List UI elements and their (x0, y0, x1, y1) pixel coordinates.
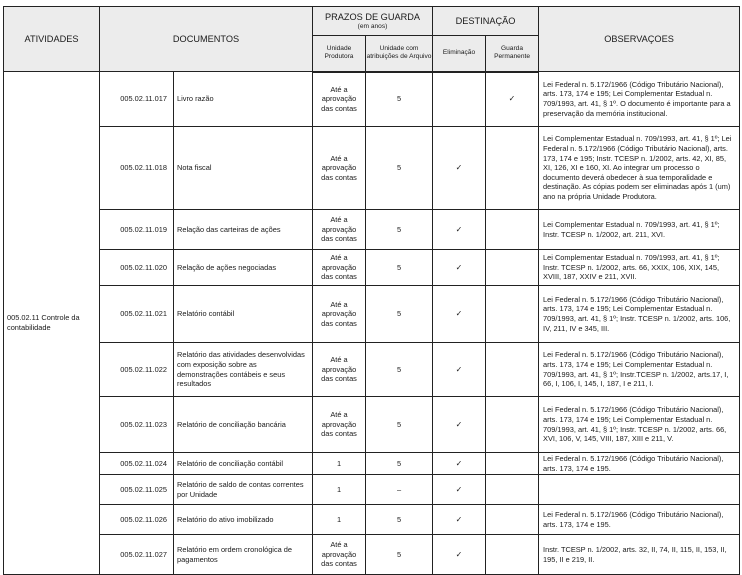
observacoes-cell: Lei Complementar Estadual n. 709/1993, art. 41, § 1º; Instr. TCESP n. 1/2002, art. 211, XVI. (539, 210, 740, 250)
prazo-unidade-arquivo: 5 (366, 210, 433, 250)
eliminacao-mark: ✓ (433, 127, 486, 210)
prazo-unidade-produtora: 1 (313, 453, 366, 475)
prazo-unidade-produtora: Até a aprovação das contas (313, 535, 366, 575)
prazo-unidade-produtora: Até a aprovação das contas (313, 127, 366, 210)
observacoes-cell (539, 475, 740, 505)
guarda-permanente-mark: ✓ (486, 72, 539, 127)
document-code: 005.02.11.021 (100, 286, 174, 343)
prazo-unidade-arquivo: 5 (366, 505, 433, 535)
document-name: Relatório de conciliação contábil (174, 453, 313, 475)
prazo-unidade-arquivo: – (366, 475, 433, 505)
prazo-unidade-arquivo: 5 (366, 127, 433, 210)
document-code: 005.02.11.018 (100, 127, 174, 210)
document-name: Relatório contábil (174, 286, 313, 343)
prazo-unidade-arquivo: 5 (366, 397, 433, 453)
prazo-unidade-produtora: Até a aprovação das contas (313, 210, 366, 250)
header-documentos: DOCUMENTOS (100, 7, 313, 72)
prazo-unidade-produtora: Até a aprovação das contas (313, 250, 366, 286)
observacoes-cell: Lei Federal n. 5.172/1966 (Código Tributário Nacional), arts. 173, 174 e 195; Lei Complementar Estadual n. 709/1993, art. 41, § 1º; Instr. TCESP n. 1/2002, arts. 106, IV, 211, IV e 345, III. (539, 286, 740, 343)
eliminacao-mark: ✓ (433, 397, 486, 453)
document-name: Relatório das atividades desenvolvidas com exposição sobre as demonstrações contábeis e seus resultados (174, 343, 313, 397)
observacoes-cell: Instr. TCESP n. 1/2002, arts. 32, II, 74, II, 115, II, 153, II, 195, II e 219, II. (539, 535, 740, 575)
guarda-permanente-mark (486, 127, 539, 210)
document-code: 005.02.11.027 (100, 535, 174, 575)
prazo-unidade-produtora: 1 (313, 475, 366, 505)
prazo-unidade-arquivo: 5 (366, 72, 433, 127)
document-code: 005.02.11.023 (100, 397, 174, 453)
header-atividades: ATIVIDADES (4, 7, 100, 72)
table-row (4, 127, 740, 210)
guarda-permanente-mark (486, 210, 539, 250)
prazo-unidade-produtora: Até a aprovação das contas (313, 72, 366, 127)
document-name: Relatório de saldo de contas correntes por Unidade (174, 475, 313, 505)
observacoes-cell: Lei Federal n. 5.172/1966 (Código Tributário Nacional), arts. 173, 174 e 195. (539, 453, 740, 475)
table-row (4, 343, 740, 397)
table-row (4, 505, 740, 535)
table-row (4, 475, 740, 505)
document-name: Relação das carteiras de ações (174, 210, 313, 250)
table-row (4, 453, 740, 475)
prazo-unidade-produtora: Até a aprovação das contas (313, 343, 366, 397)
eliminacao-mark: ✓ (433, 535, 486, 575)
guarda-permanente-mark (486, 286, 539, 343)
header-prazos (313, 7, 433, 36)
prazo-unidade-arquivo: 5 (366, 343, 433, 397)
document-code: 005.02.11.019 (100, 210, 174, 250)
document-name: Relatório do ativo imobilizado (174, 505, 313, 535)
prazo-unidade-arquivo: 5 (366, 535, 433, 575)
observacoes-cell: Lei Federal n. 5.172/1966 (Código Tributário Nacional), arts. 173, 174 e 195. (539, 505, 740, 535)
eliminacao-mark: ✓ (433, 453, 486, 475)
guarda-permanente-mark (486, 397, 539, 453)
document-name: Nota fiscal (174, 127, 313, 210)
eliminacao-mark: ✓ (433, 343, 486, 397)
activity-cell: 005.02.11 Controle da contabilidade (4, 72, 100, 575)
prazo-unidade-produtora: Até a aprovação das contas (313, 397, 366, 453)
observacoes-cell: Lei Federal n. 5.172/1966 (Código Tributário Nacional), arts. 173, 174 e 195; Lei Complementar Estadual n. 709/1993, art. 41, § 1º; Instr. TCESP n. 1/2002, arts. 66, XVI, 106, V, 145, VIII, 187, XIII e 211, V. (539, 397, 740, 453)
temporality-table (3, 6, 740, 575)
eliminacao-mark: ✓ (433, 210, 486, 250)
header-unidade-arquivo: Unidade com atribuições de Arquivo (366, 36, 433, 72)
guarda-permanente-mark (486, 343, 539, 397)
guarda-permanente-mark (486, 250, 539, 286)
document-name: Relatório em ordem cronológica de pagamentos (174, 535, 313, 575)
table-row (4, 210, 740, 250)
observacoes-cell: Lei Complementar Estadual n. 709/1993, art. 41, § 1º; Lei Federal n. 5.172/1966 (Código Tributário Nacional), arts. 173, 174 e 195; Instr. TCESP n. 1/2002, arts. 42, XI, 85, XI, 126, XI e 160, XI. Ao integrar um processo o documento deverá obedecer à sua temporalidade e destinação. As cópias podem ser eliminadas após 1 (um) ano na própria Unidade Produtora. (539, 127, 740, 210)
eliminacao-mark (433, 72, 486, 127)
eliminacao-mark: ✓ (433, 286, 486, 343)
observacoes-cell: Lei Federal n. 5.172/1966 (Código Tributário Nacional), arts. 173, 174 e 195; Lei Complementar Estadual n. 709/1993, art. 41, § 1º; Instr.TCESP n. 1/2002, arts.17, I, 66, I, 106, I, 145, I, 187, I e 211, I. (539, 343, 740, 397)
eliminacao-mark: ✓ (433, 505, 486, 535)
prazo-unidade-arquivo: 5 (366, 250, 433, 286)
document-code: 005.02.11.020 (100, 250, 174, 286)
header-eliminacao: Eliminação (433, 36, 486, 72)
table-row (4, 250, 740, 286)
guarda-permanente-mark (486, 505, 539, 535)
header-prazos-sub: (em anos) (357, 22, 388, 30)
document-code: 005.02.11.025 (100, 475, 174, 505)
observacoes-cell: Lei Federal n. 5.172/1966 (Código Tributário Nacional), arts. 173, 174 e 195; Lei Complementar Estadual n. 709/1993, art. 41, § 1º. O documento é importante para a preservação da memória institucional. (539, 72, 740, 127)
prazo-unidade-arquivo: 5 (366, 453, 433, 475)
document-name: Relação de ações negociadas (174, 250, 313, 286)
eliminacao-mark: ✓ (433, 475, 486, 505)
document-code: 005.02.11.022 (100, 343, 174, 397)
document-code: 005.02.11.026 (100, 505, 174, 535)
guarda-permanente-mark (486, 453, 539, 475)
header-observacoes: OBSERVAÇOES (539, 7, 740, 72)
prazo-unidade-arquivo: 5 (366, 286, 433, 343)
prazo-unidade-produtora: 1 (313, 505, 366, 535)
document-code: 005.02.11.017 (100, 72, 174, 127)
document-name: Relatório de conciliação bancária (174, 397, 313, 453)
document-code: 005.02.11.024 (100, 453, 174, 475)
observacoes-cell: Lei Complementar Estadual n. 709/1993, art. 41, § 1º; Instr. TCESP n. 1/2002, arts. 66, XXIX, 106, XIX, 145, XVIII, 187, XXIV e 211, XVII. (539, 250, 740, 286)
header-guarda-permanente: Guarda Permanente (486, 36, 539, 72)
table-row (4, 286, 740, 343)
document-name: Livro razão (174, 72, 313, 127)
prazo-unidade-produtora: Até a aprovação das contas (313, 286, 366, 343)
table-row (4, 397, 740, 453)
guarda-permanente-mark (486, 475, 539, 505)
eliminacao-mark: ✓ (433, 250, 486, 286)
header-destinacao: DESTINAÇÃO (433, 7, 539, 36)
header-unidade-produtora: Unidade Produtora (313, 36, 366, 72)
header-prazos-title: PRAZOS DE GUARDA (325, 11, 420, 22)
table-row (4, 72, 740, 127)
